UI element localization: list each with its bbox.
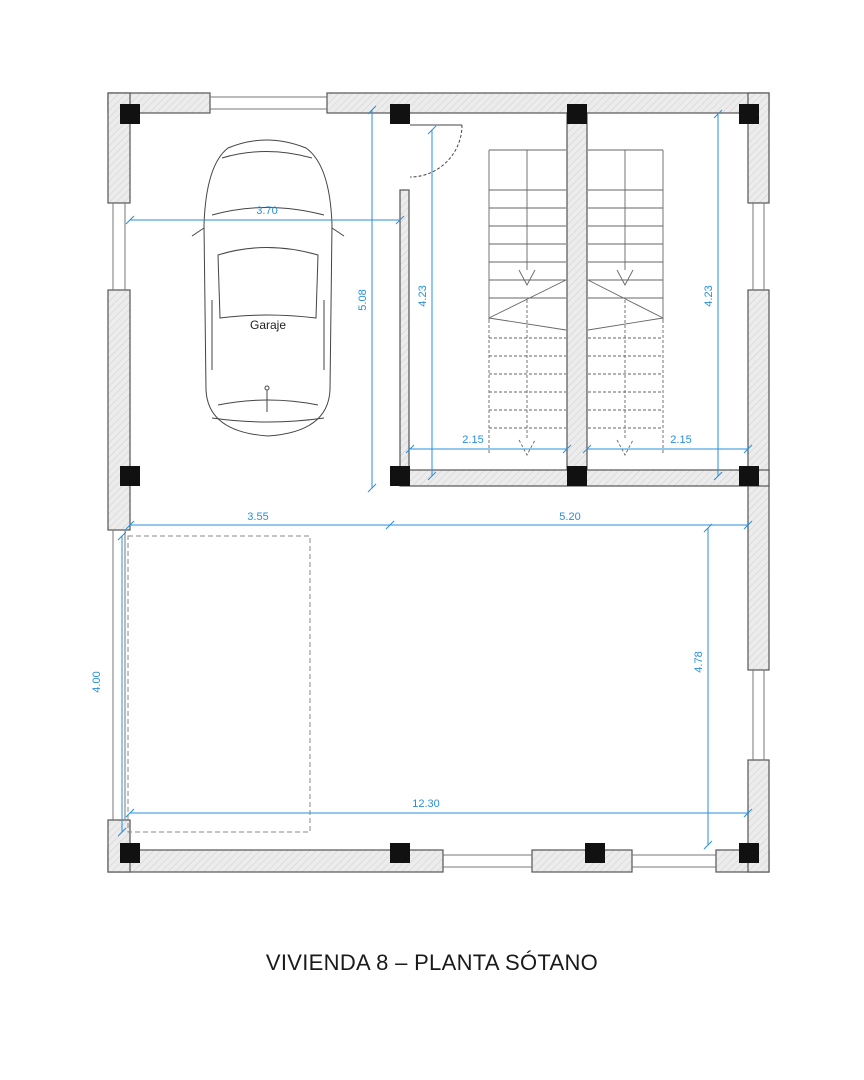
dim-stair-right-height: 4.23 bbox=[703, 285, 715, 307]
dim-stair-left-width: 2.15 bbox=[462, 434, 484, 446]
room-label-garage: Garaje bbox=[249, 318, 287, 332]
car-icon bbox=[192, 140, 344, 436]
dim-garage-width: 3.70 bbox=[256, 205, 278, 217]
door bbox=[410, 125, 462, 177]
dim-lower-left-height: 4.00 bbox=[91, 671, 103, 693]
dim-total-width: 12.30 bbox=[412, 798, 440, 810]
dim-lower-right-height: 4.78 bbox=[693, 651, 705, 673]
dim-lower-right-width: 5.20 bbox=[559, 511, 581, 523]
parking-outline bbox=[128, 536, 310, 832]
dim-stair-right-width: 2.15 bbox=[670, 434, 692, 446]
plan-title: VIVIENDA 8 – PLANTA SÓTANO bbox=[265, 950, 599, 975]
stair-right bbox=[588, 150, 663, 455]
dim-garage-depth: 5.08 bbox=[357, 289, 369, 311]
dim-stair-left-height: 4.23 bbox=[417, 285, 429, 307]
dim-lower-left-width: 3.55 bbox=[247, 511, 269, 523]
stair-left bbox=[489, 150, 566, 455]
